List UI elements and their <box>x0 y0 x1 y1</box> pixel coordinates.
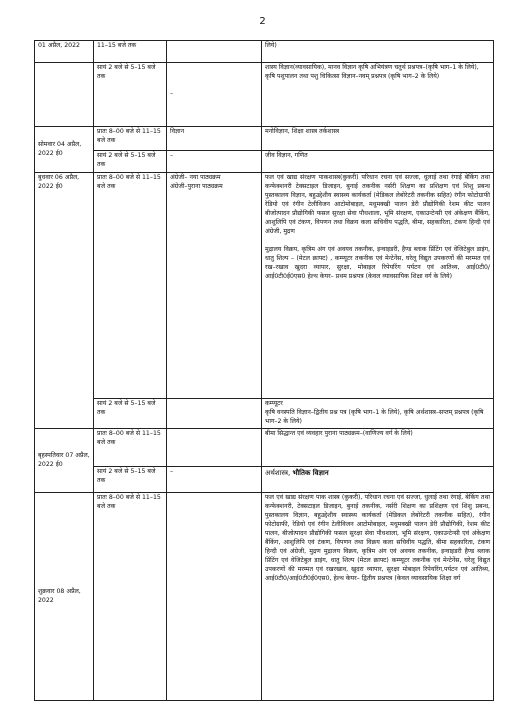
group-cell: – <box>167 151 262 173</box>
subject-cell: फल एवं खाद्य संरक्षण पाकशास्त्र(कुकरी) परिधान रचना एवं सज्जा, धुलाई तथा रंगाई बेकिंग तथा कन्फेक्शनरी टेक्सटाइल डिजाइन, बुनाई तकनीक नर्सरी शिक्षण का प्रशिक्षण एवं शिशु प्रबन्ध पुस्तकालय विज्ञान, बहुउद्देशीय स्वास्थ्य कार्यकर्ता (मेडिकल लेबोरेटरी तकनीक सहित) रंगीन फोटोग्राफी रेडियो एवं रंगीन टेलीविजन आटोमोबाइल, मधुमक्खी पालन डेरी प्रौद्योगिकी रेशम कीट पालन बीजोत्पादन प्रौद्योगिकी फसल सुरक्षा सेवा पौधशाला, भूमि संरक्षण, एकाउन्टेन्सी एवं अंकेक्षण बैंकिंग, आशुलिपि एवं टंकण, विपणन तथा विक्रय कला सचिवीय पद्धति, बीमा, सहकारिता, टंकण हिन्दी एवं अंग्रेजी, मुद्रण मुद्रालय विक्रय, कृत्रिम अंग एवं अवयव तकनीक, इन्वाइडरी, हैण्ड ब्लाक प्रिंटिंग एवं वेजिटेबुल डाइंग, धातु शिल्प – (मेटल क्राफ्ट) , कम्प्यूटर तकनीक एवं मेन्टेनेंस, घरेलू विद्युत उपकरणों की मरम्मत एवं रख–रखाव खुदरा व्यापार, सुरक्षा, मोबाइल रिपेयरिंग पर्यटन एवं आतिथ्य, आई0टी0/आई0टी0ई0एस0 हेल्थ केयर– प्रथम प्रश्नपत्र (केवल व्यावसायिक शिक्षा वर्ग के लिये) <box>262 173 494 399</box>
subject-cell: मनोविज्ञान, शिक्षा शास्त्र तर्कशास्त्र <box>262 127 494 151</box>
group-cell <box>167 429 262 467</box>
day-cell: 01 अप्रैल, 2022 <box>35 41 94 63</box>
time-cell: सायं 2 बजे से 5–15 बजे तक <box>94 399 167 429</box>
table-row <box>35 467 494 493</box>
day-cell: बृहस्पतिवार 07 अप्रैल, 2022 ई0 <box>35 429 94 493</box>
day-cell <box>35 63 94 127</box>
group-cell <box>167 493 262 701</box>
table-row <box>35 127 494 151</box>
group-cell <box>167 399 262 429</box>
subject-plain: अर्थशास्त्र, <box>265 469 293 477</box>
table-row <box>35 173 494 399</box>
time-cell: सायं 2 बजे से 5–15 बजे तक <box>94 467 167 493</box>
subject-cell: लिये) <box>262 41 494 63</box>
page-number: 2 <box>259 16 266 27</box>
group-cell: अंग्रेजी– नया पाठ्यक्रम अंग्रेजी–पुराना पाठ्यक्रम <box>167 173 262 399</box>
subject-cell: कम्प्यूटर कृषि वनस्पति विज्ञान–द्वितीय प्रश्न पत्र (कृषि भाग–1 के लिये), कृषि अर्थशास्त्र–सप्तम् प्रश्नपत्र (कृषि भाग–2 के लिये) <box>262 399 494 429</box>
day-cell: शुक्रवार 08 अप्रैल, 2022 <box>35 493 94 701</box>
time-cell: प्रातः 8–00 बजे से 11–15 बजे तक <box>94 173 167 399</box>
time-cell: प्रातः 8–00 बजे से 11–15 बजे तक <box>94 127 167 151</box>
group-cell: विज्ञान <box>167 127 262 151</box>
subject-bold: भौतिक विज्ञान <box>292 469 329 477</box>
subject-cell: जीव विज्ञान, गणित <box>262 151 494 173</box>
group-cell: – <box>167 467 262 493</box>
time-cell: प्रातः 8–00 बजे से 11–15 बजे तक <box>94 429 167 467</box>
day-cell: सोमवार 04 अप्रैल, 2022 ई0 <box>35 127 94 173</box>
table-row <box>35 399 494 429</box>
exam-schedule-table <box>34 40 494 701</box>
table-row <box>35 63 494 127</box>
time-cell: प्रातः 8–00 बजे से 11–15 बजे तक <box>94 493 167 701</box>
table-row <box>35 41 494 63</box>
table-row <box>35 429 494 467</box>
subject-cell: बीमा सिद्धान्त एवं व्यवहार पुराना पाठ्यक्रम–(वाणिज्य वर्ग के लिये) <box>262 429 494 467</box>
table-row <box>35 493 494 701</box>
subject-cell <box>262 467 494 493</box>
table-row <box>35 151 494 173</box>
group-cell <box>167 41 262 63</box>
time-cell: सायं 2 बजे से 5–15 बजे तक <box>94 151 167 173</box>
day-cell: बुधवार 06 अप्रैल, 2022 ई0 <box>35 173 94 429</box>
subject-cell: शास्य विज्ञान(व्यावसायिक), मानव विज्ञान कृषि अभियंत्रण चतुर्थ प्रश्नपत्र–(कृषि भाग–1 के लिये), कृषि पशुपालन तथा पशु चिकित्सा विज्ञान–नवम् प्रश्नपत्र (कृषि भाग–2 के लिये) <box>262 63 494 127</box>
subject-cell: फल एवं खाद्य संरक्षण पाक शास्त्र (कुकरी), परिधान रचना एवं सज्जा, धुलाई तथा रंगाई, बेकिंग तथा कन्फेक्शनरी, टेक्सटाइल डिजाइन, बुनाई तकनीक, नर्सरी शिक्षण का प्रशिक्षण एवं शिशु प्रबन्ध, पुस्तकालय विज्ञान, बहुउद्देशीय स्वास्थ्य कार्यकर्ता (मेडिकल लेबोरेटरी तकनीक सहित), रंगीन फोटोग्राफी, रेडियो एवं रंगीन टेलीविजन आटोमोबाइल, मधुमक्खी पालन डेरी प्रौद्योगिकी, रेशम कीट पालन, बीजोत्पादन प्रौद्योगिकी फसल सुरक्षा सेवा पौधशाला, भूमि संरक्षण, एकाउन्टेन्सी एवं अंकेक्षण बैंकिंग, आशुलिपि एवं टंकण, विपणन तथा विक्रय कला सचिवीय पद्धति, बीमा सहकारिता, टंकण हिन्दी एवं अंग्रेजी, मुद्रण मुद्रालय विक्रय, कृत्रिम अंग एवं अवयव तकनीक, इन्वाइडरी हैण्ड ब्लाक प्रिंटिंग एवं वेजिटेबुल डाइंग, धातु शिल्प (मेटल क्राफ्ट) कम्प्यूटर तकनीक एवं मेन्टेनेंस, घरेलू विद्युत उपकरणों की मरम्मत एवं रखरखाव, खुदरा व्यापार, सुरक्षा मोबाइल रिपेयरिंग,पर्यटन एवं आतिथ्य, आई0टी0/आई0टी0ई0एस0, हेल्थ केयर– द्वितीय प्रश्नपत्र (केवल व्यावसायिक शिक्षा वर्ग <box>262 493 494 701</box>
time-cell: सायं 2 बजे से 5–15 बजे तक <box>94 63 167 127</box>
group-cell: – <box>167 63 262 127</box>
time-cell: 11–15 बजे तक <box>94 41 167 63</box>
